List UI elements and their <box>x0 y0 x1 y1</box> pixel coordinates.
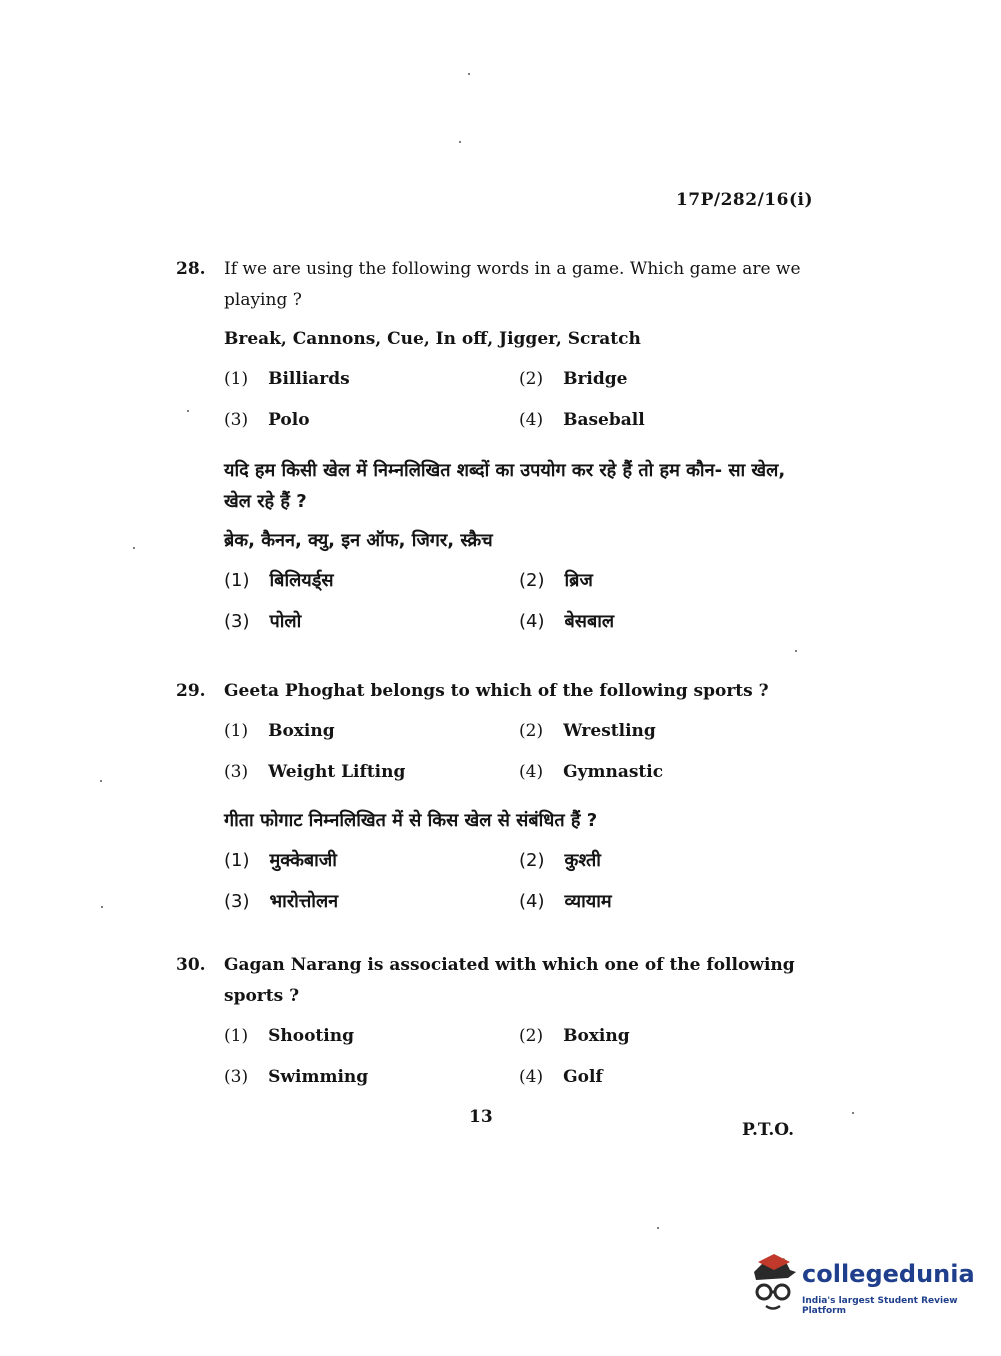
logo-brand: collegedunia <box>802 1260 975 1288</box>
question-number: 30. <box>176 955 206 975</box>
question-text-hindi: यदि हम किसी खेल में निम्नलिखित शब्दों का उपयोग कर रहे हैं तो हम कौन- सा खेल, खेल रहे हैं ? <box>224 460 786 512</box>
question-words-hindi: ब्रेक, कैनन, क्यु, इन ऑफ, जिगर, स्क्रैच <box>224 530 493 551</box>
question-28 <box>176 254 816 642</box>
question-number: 28. <box>176 259 206 279</box>
question-text-hindi: गीता फोगाट निम्नलिखित में से किस खेल से संबंधित हैं ? <box>224 810 598 831</box>
option-3: (3) Polo <box>224 410 310 430</box>
page-number: 13 <box>469 1107 493 1127</box>
option-2: (2) Boxing <box>519 1026 630 1046</box>
options <box>224 711 816 793</box>
scan-speck <box>852 1112 854 1114</box>
option-3-hindi: (3) पोलो <box>224 611 302 632</box>
scan-speck <box>101 906 103 908</box>
question-text: Gagan Narang is associated with which one of the following sports ? <box>224 955 795 1006</box>
option-1: (1) Boxing <box>224 721 335 741</box>
scan-speck <box>133 547 135 549</box>
option-2-hindi: (2) ब्रिज <box>519 570 593 591</box>
option-4-hindi: (4) बेसबाल <box>519 611 615 632</box>
option-1: (1) Billiards <box>224 369 350 389</box>
question-words: Break, Cannons, Cue, In off, Jigger, Scratch <box>224 329 641 349</box>
scan-speck <box>187 410 189 412</box>
scan-speck <box>459 141 461 143</box>
question-text: If we are using the following words in a game. Which game are we playing ? <box>224 259 801 310</box>
option-3: (3) Swimming <box>224 1067 369 1087</box>
option-2: (2) Bridge <box>519 369 628 389</box>
options <box>224 359 816 441</box>
option-1: (1) Shooting <box>224 1026 354 1046</box>
option-2: (2) Wrestling <box>519 721 656 741</box>
option-1-hindi: (1) बिलियर्ड्स <box>224 570 334 591</box>
option-3: (3) Weight Lifting <box>224 762 406 782</box>
question-30 <box>176 950 816 1098</box>
options-hindi <box>224 560 816 642</box>
scan-speck <box>100 780 102 782</box>
question-number: 29. <box>176 681 206 701</box>
option-2-hindi: (2) कुश्ती <box>519 850 601 871</box>
scan-speck <box>657 1227 659 1229</box>
pto-label: P.T.O. <box>742 1120 794 1140</box>
logo-tagline: India's largest Student Review Platform <box>802 1296 958 1316</box>
question-text: Geeta Phoghat belongs to which of the following sports ? <box>224 681 769 701</box>
scan-speck <box>795 650 797 652</box>
question-29 <box>176 676 816 922</box>
option-4: (4) Gymnastic <box>519 762 664 782</box>
paper-code: 17P/282/16(i) <box>675 190 813 210</box>
option-4: (4) Golf <box>519 1067 603 1087</box>
option-4-hindi: (4) व्यायाम <box>519 891 612 912</box>
scan-speck <box>468 73 470 75</box>
mascot-icon <box>744 1250 800 1316</box>
options-hindi <box>224 840 816 922</box>
options <box>224 1016 816 1098</box>
option-1-hindi: (1) मुक्केबाजी <box>224 850 337 871</box>
option-3-hindi: (3) भारोत्तोलन <box>224 891 339 912</box>
collegedunia-logo <box>744 1250 975 1320</box>
option-4: (4) Baseball <box>519 410 645 430</box>
